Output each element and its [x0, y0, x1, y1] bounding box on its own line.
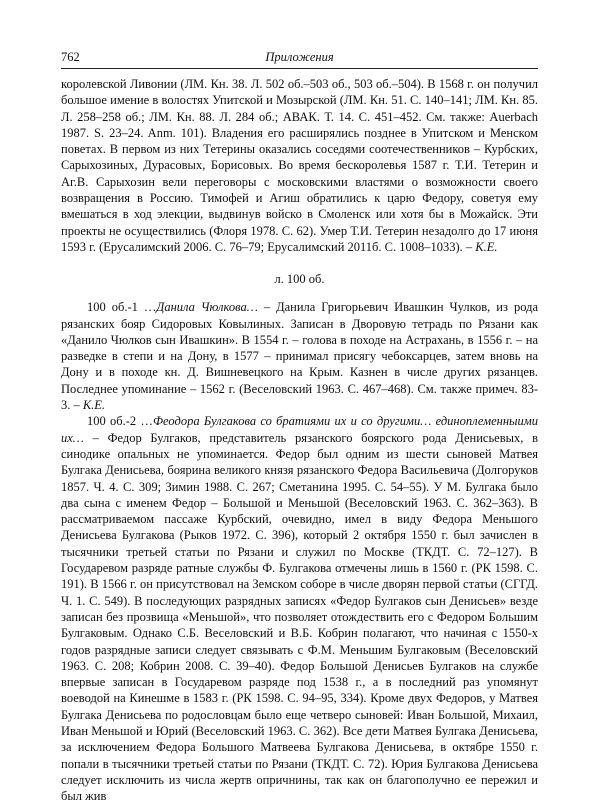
page-number: 762: [61, 50, 80, 64]
header-rule: [61, 68, 538, 69]
note-lemma: Феодора Булгакова со братиями их и со другими… единоплеменныими их…: [61, 414, 538, 445]
page-body: [61, 76, 538, 804]
author-signature: К.Е.: [475, 239, 498, 254]
paragraph-teterin: [61, 76, 538, 255]
running-title: Приложения: [265, 50, 334, 64]
note-100-1: [61, 299, 538, 413]
page-header: [61, 50, 538, 66]
paragraph-text: королевской Ливонии (ЛМ. Кн. 38. Л. 502 об.–503 об., 503 об.–504). В 1568 г. он получил большое имение в волостях Упитской и Мозырской (ЛМ. Кн. 51. С. 140–141; ЛМ. Кн. 85. Л. 258–258 об.; ЛМ. Кн. 88. Л. 284 об.; АВАК. Т. 14. С. 451–452. См. также: Auerbach 1987. S. 23–24. Anm. 101). Владения его расширялись позднее в Упитском и Менском поветах. В первом из них Тетерины оказались соседями соотечественников – Курбских, Сарыхозиных, Дурасовых, Борисовых. Во время бескоролевья 1587 г. Т.И. Тетерин и Аг.В. Сарыхозин вели переговоры с московскими властями о возможности своего возвращения в Россию. Тимофей и Агиш обратились к царю Федору, советуя ему вмешаться в ход элекции, выдвинув войско в Смоленск или хотя бы в Можайск. Эти проекты не осуществились (Флоря 1978. С. 62). Умер Т.И. Тетерин незадолго до 17 июня 1593 г. (Ерусалимский 2006. С. 76–79; Ерусалимский 2011б. С. 1008–1033). –: [61, 77, 538, 254]
note-lemma: Данила Чюлкова…: [156, 300, 258, 315]
author-signature: К.Е.: [82, 398, 106, 413]
note-ref: 100 об.-2 …: [87, 414, 153, 429]
note-100-2: [61, 413, 538, 804]
note-text: – Данила Григорьевич Ивашкин Чулков, из рода рязанских бояр Сидоровых Ковылиных. Записан в Дворовую тетрадь по Рязани как «Данило Чюлков сын Ивашкин». В 1554 г. – голова в походе на Астрахань, в 1556 г. – на разведке в степи и на Дону, в 1577 – принимал присягу чебоксарцев, затем вновь на Дону и в походе кн. Д. Вишневецкого на Крым. Казнен в числе других рязанцев. Последнее упоминание – 1562 г. (Веселовский 1963. С. 467–468). См. также примеч. 83-3. –: [61, 300, 538, 413]
section-title: л. 100 об.: [274, 272, 325, 287]
note-text: – Федор Булгаков, представитель рязанского боярского рода Денисьевых, в синодике опальных не упоминается. Федор был одним из шести сыновей Матвея Булгака Денисьева, боярина великого князя рязанского Федора Васильевича (Долгоруков 1857. Ч. 4. С. 309; Зимин 1988. С. 267; Сметанина 1995. С. 54–55). У М. Булгака было два сына с именем Федор – Большой и Меньшой (Веселовский 1963. С. 362–363). В рассматриваемом пассаже Курбский, очевидно, имел в виду Федора Меньшого Денисьева Булгакова (Рыков 1972. С. 396), который 2 октября 1550 г. был зачислен в тысячники третьей статьи по Рязани и служил по Москве (ТКДТ. С. 72–127). В Государевом разряде ратные службы Ф. Булгакова отмечены лишь в 1560 г. (РК 1598. С. 191). В 1566 г. он присутствовал на Земском соборе в числе дворян первой статьи (СГГД. Ч. 1. С. 549). В последующих разрядных записях «Федор Булгаков сын Денисьев» везде записан без прозвища «Меньшой», что позволяет отождествить его с Федором Большим Булгаковым. Однако С.Б. Веселовский и В.Б. Кобрин полагают, что начиная с 1550-х годов разрядные записи следует связывать с Ф.М. Меньшим Булгаковым (Веселовский 1963. С. 208; Кобрин 2008. С. 39–40). Федор Большой Денисьев Булгаков на службе впервые записан в Государевом разряде под 1538 г., а в последний раз упомянут воеводой на Кинешме в 1583 г. (РК 1598. С. 94–95, 334). Кроме двух Федоров, у Матвея Булгака Денисьева по родословцам было еще четверо сыновей: Иван Большой, Михаил, Иван Меньшой и Юрий (Веселовский 1963. С. 362). Все дети Матвея Булгака Денисьева, за исключением Федора Большого Матвеева Булгакова Денисьева, в октябре 1550 г. попали в тысячники третьей статьи по Рязани (ТКДТ. С. 72). Юрия Булгакова Денисьева следует исключить из числа жертв опричнины, так как он благополучно ее пережил и был жив: [61, 430, 538, 804]
note-ref: 100 об.-1 …: [87, 300, 157, 315]
